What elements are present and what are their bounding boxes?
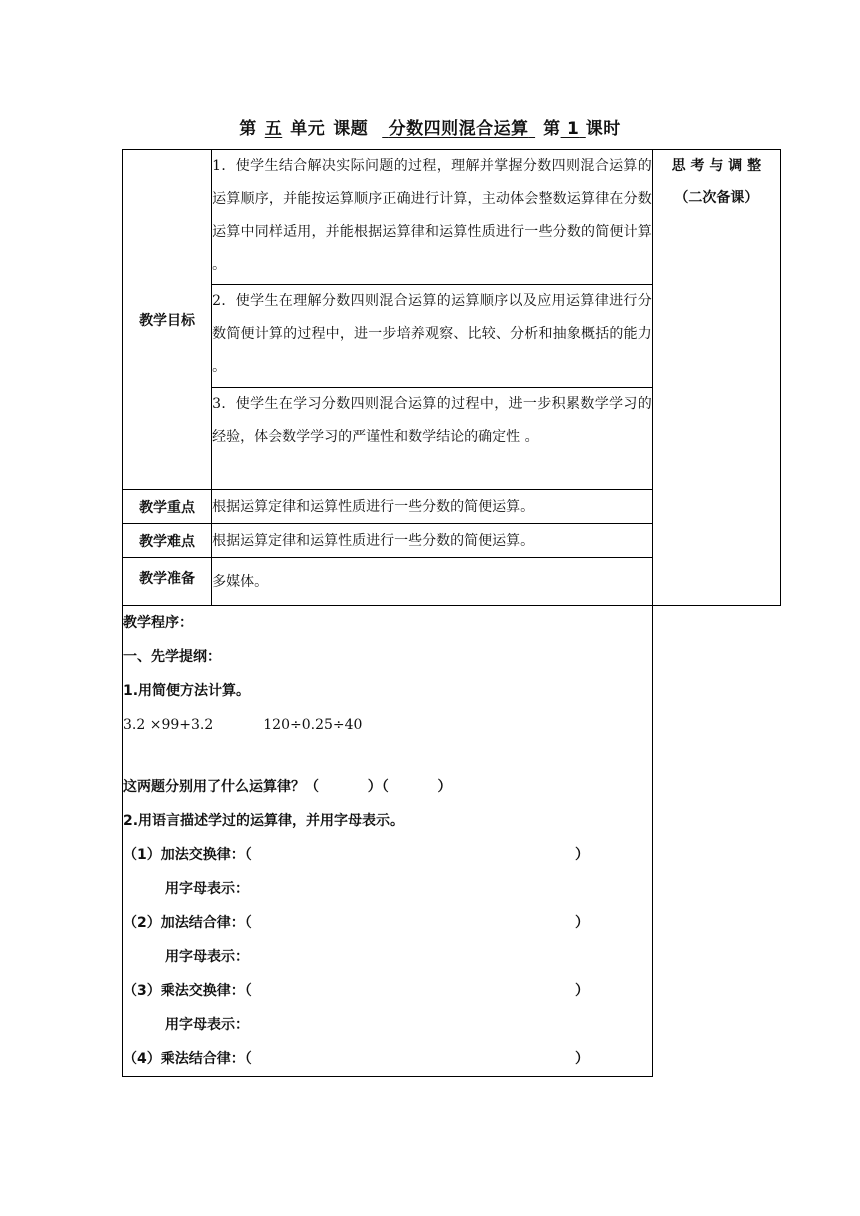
question-2: 2.用语言描述学过的运算律，并用字母表示。 — [123, 813, 405, 829]
goal-1: 1．使学生结合解决实际问题的过程，理解并掌握分数四则混合运算的运算顺序，并能按运算顺序正确进行计算，主动体会整数运算律在分数运算中同样适用，并能根据运算律和运算性质进行一些分数的简便计算 。 — [212, 150, 653, 285]
notes-subtitle: （二次备课） — [674, 190, 759, 206]
law-2-letter: 用字母表示： — [165, 949, 249, 965]
topic-name: 分数四则混合运算 — [388, 119, 529, 139]
page-title — [0, 114, 860, 139]
lesson-number: 1 — [567, 119, 580, 139]
law-4: （4）乘法结合律：（ ） — [123, 1051, 589, 1067]
law-3: （3）乘法交换律：（ ） — [123, 983, 589, 999]
difficulty-label: 教学难点 — [123, 524, 212, 558]
preparation-text: 多媒体。 — [212, 558, 653, 606]
law-1-letter: 用字母表示： — [165, 881, 249, 897]
law-1: （1）加法交换律：（ ） — [123, 847, 589, 863]
unit-number: 五 — [264, 119, 283, 139]
goals-label: 教学目标 — [123, 150, 212, 490]
law-2: （2）加法结合律：（ ） — [123, 915, 589, 931]
unit-suffix: 单元 — [290, 119, 326, 139]
goal-3: 3．使学生在学习分数四则混合运算的过程中，进一步积累数学学习的经验，体会数学学习的严谨性和数学结论的确定性 。 — [212, 388, 653, 490]
unit-prefix: 第 — [239, 119, 257, 139]
lesson-prefix: 第 — [543, 119, 561, 139]
procedure-heading: 教学程序： — [123, 615, 193, 631]
goal-2: 2．使学生在理解分数四则混合运算的运算顺序以及应用运算律进行分数简便计算的过程中，进一步培养观察、比较、分析和抽象概括的能力 。 — [212, 285, 653, 388]
procedure-cell — [123, 606, 653, 1077]
question-1: 1.用简便方法计算。 — [123, 683, 251, 699]
procedure-row — [123, 606, 781, 1077]
topic-label: 课题 — [333, 119, 369, 139]
lesson-plan-table — [122, 149, 781, 1077]
section-heading: 一、先学提纲： — [123, 649, 221, 665]
key-point-label: 教学重点 — [123, 490, 212, 524]
expression-2: 120÷0.25÷40 — [263, 717, 363, 733]
key-point-text: 根据运算定律和运算性质进行一些分数的简便运算。 — [212, 490, 653, 524]
notes-title: 思 考 与 调 整 — [671, 158, 762, 174]
law-3-letter: 用字母表示： — [165, 1017, 249, 1033]
lesson-suffix: 课时 — [585, 119, 621, 139]
expression-1: 3.2 ×99+3.2 — [123, 717, 214, 733]
expressions-line — [123, 708, 652, 742]
question-1-followup: 这两题分别用了什么运算律？（ ）（ ） — [123, 779, 452, 795]
goal-row-1 — [123, 150, 781, 285]
notes-column — [652, 150, 780, 606]
difficulty-text: 根据运算定律和运算性质进行一些分数的简便运算。 — [212, 524, 653, 558]
preparation-label: 教学准备 — [123, 558, 212, 606]
